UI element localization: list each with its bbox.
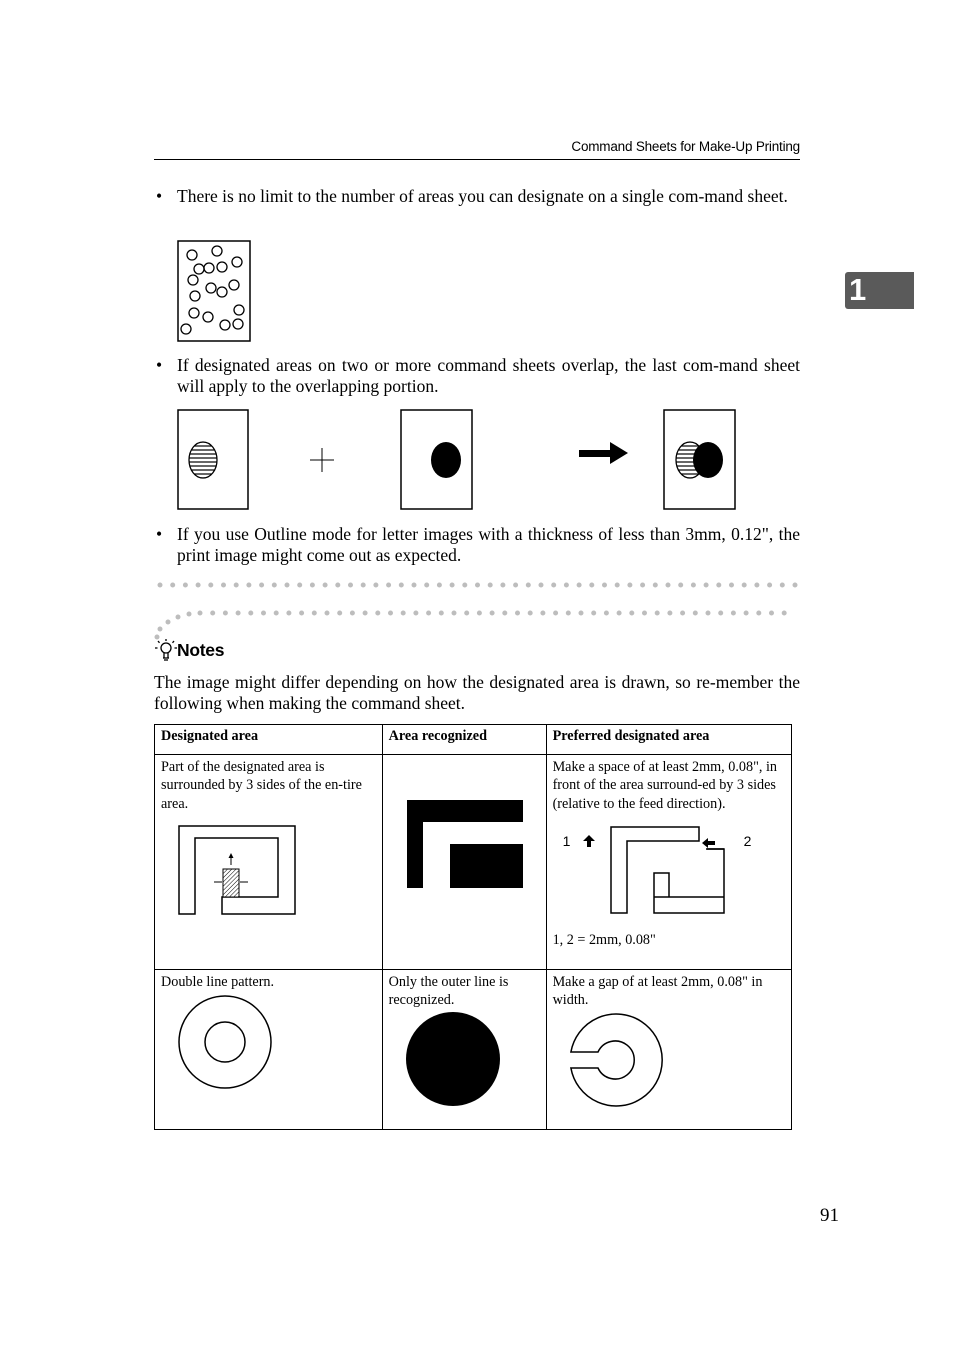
cell-text: Double line pattern. <box>161 974 275 990</box>
filled-circle-figure <box>406 1012 506 1108</box>
preferred-gap-figure <box>579 825 735 919</box>
figure-label-1: 1 <box>562 833 571 850</box>
overlap-figure <box>176 408 738 512</box>
cell-text: Make a space of at least 2mm, 0.08", in front of the area surround-ed by 3 sides (relative to the feed direction). <box>552 759 778 812</box>
column-header-recognized: Area recognized <box>382 725 546 755</box>
bullet-symbol: • <box>156 355 163 375</box>
cell-text: Part of the designated area is surrounded by 3 sides of the en-tire area. <box>161 759 362 812</box>
notes-label: Notes <box>177 640 225 660</box>
page-number: 91 <box>820 1205 839 1226</box>
double-circle-figure <box>177 994 277 1090</box>
bullet-symbol: • <box>156 186 163 206</box>
table-row <box>155 755 792 970</box>
gapped-circle-figure <box>569 1012 669 1108</box>
bullet-text: There is no limit to the number of areas you can designate on a single com-mand sheet. <box>177 186 788 206</box>
chapter-tab <box>845 272 914 309</box>
table-row <box>155 970 792 1130</box>
table-header-row <box>155 725 792 755</box>
cell-text: Make a gap of at least 2mm, 0.08" in width. <box>552 974 763 1009</box>
column-header-preferred: Preferred designated area <box>546 725 791 755</box>
bullet-text: If designated areas on two or more command sheets overlap, the last com-mand sheet will apply to the overlapping portion. <box>177 355 800 396</box>
dotted-separator-top <box>157 582 799 588</box>
chapter-number: 1 <box>849 272 867 307</box>
running-header: Command Sheets for Make-Up Printing <box>571 139 800 154</box>
figure-caption: 1, 2 = 2mm, 0.08" <box>552 932 656 949</box>
cell-text: Only the outer line is recognized. <box>388 974 509 1009</box>
table-cell-preferred <box>546 755 791 970</box>
recognized-block-figure <box>407 800 527 892</box>
table-cell-recognized <box>382 970 546 1130</box>
table-cell-preferred <box>546 970 791 1130</box>
multiple-areas-figure <box>177 240 252 343</box>
three-sided-figure <box>178 825 298 917</box>
table-cell-designated <box>155 970 383 1130</box>
designation-table <box>154 724 792 1130</box>
column-header-designated: Designated area <box>155 725 383 755</box>
table-cell-recognized <box>382 755 546 970</box>
dotted-separator-bottom <box>154 608 800 644</box>
bullet-symbol: • <box>156 524 163 544</box>
table-cell-designated <box>155 755 383 970</box>
notes-intro: The image might differ depending on how the designated area is drawn, so re-member the following when making the command sheet. <box>154 672 800 713</box>
header-rule <box>154 159 800 160</box>
bullet-text: If you use Outline mode for letter images with a thickness of less than 3mm, 0.12", the print image might come out as expected. <box>177 524 800 565</box>
figure-label-2: 2 <box>743 833 752 850</box>
lightbulb-icon <box>154 638 178 662</box>
